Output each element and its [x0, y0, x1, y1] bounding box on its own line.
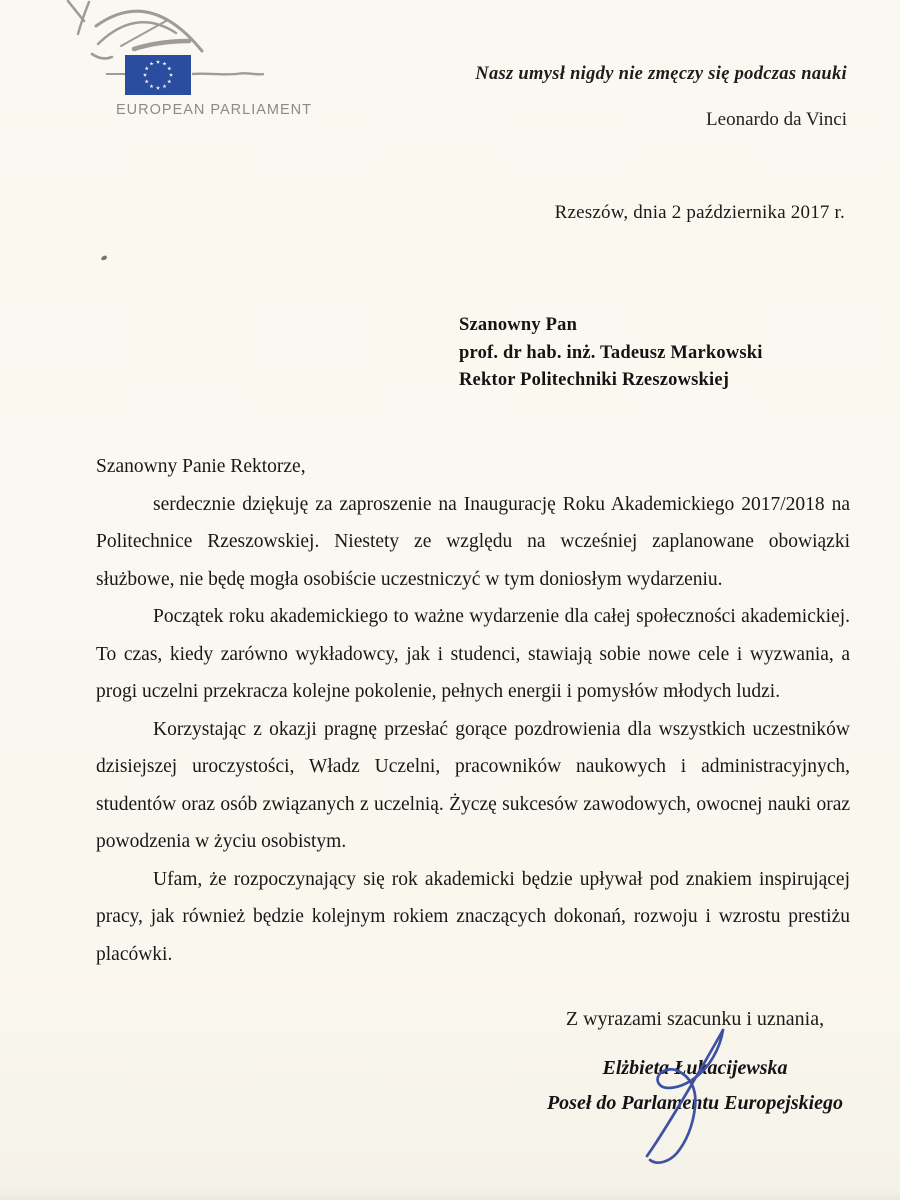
letter-body [96, 448, 850, 973]
body-paragraph: Ufam, że rozpoczynający się rok akademicki będzie upływał pod znakiem inspirującej pracy, jak również będzie kolejnym rokiem znaczących dokonań, rozwoju i wzrostu prestiżu placówki. [96, 868, 850, 965]
body-paragraph: Początek roku akademickiego to ważne wydarzenie dla całej społeczności akademickiej. To czas, kiedy zarówno wykładowcy, jak i studenci, stawiają sobie nowe cele i wyzwania, a progi uczelni przekracza kolejne pokolenie, pełnych energii i pomysłów młodych ludzi. [96, 606, 850, 702]
motto-block [287, 64, 847, 131]
salutation: Szanowny Panie Rektorze, [96, 456, 306, 477]
motto-attribution: Leonardo da Vinci [706, 109, 847, 130]
european-parliament-wordmark: EUROPEAN PARLIAMENT [116, 102, 312, 118]
recipient-line: Rektor Politechniki Rzeszowskiej [459, 370, 730, 390]
valediction: Z wyrazami szacunku i uznania, [565, 1008, 825, 1030]
signature-scribble [598, 1010, 798, 1175]
recipient-block [459, 312, 763, 395]
body-paragraph: serdecznie dziękuję za zaproszenie na Inaugurację Roku Akademickiego 2017/2018 na Politechnice Rzeszowskiej. Niestety ze względu na wcześniej zaplanowane obowiązki służbowe, nie będę mogła osobiście uczestniczyć w tym doniosłym wydarzeniu. [96, 493, 850, 590]
eu-flag [125, 55, 191, 95]
signer-title: Poseł do Parlamentu Europejskiego [546, 1092, 844, 1114]
signer-name: Elżbieta Łukacijewska [602, 1057, 788, 1079]
motto-text: Nasz umysł nigdy nie zmęczy się podczas nauki [475, 64, 847, 84]
scan-speck [100, 255, 107, 261]
hemicycle-sketch-lines [68, 1, 202, 58]
body-paragraph: Korzystając z okazji pragnę przesłać gorące pozdrowienia dla wszystkich uczestników dzisiejszej uroczystości, Władz Uczelni, pracowników naukowych i administracyjnych, studentów oraz osób związanych z uczelnią. Życzę sukcesów zawodowych, owocnej nauki oraz powodzenia w życiu osobistym. [96, 718, 850, 852]
dateline: Rzeszów, dnia 2 października 2017 r. [554, 202, 845, 223]
recipient-line: Szanowny Pan [459, 315, 578, 335]
recipient-line: prof. dr hab. inż. Tadeusz Markowski [459, 342, 763, 363]
